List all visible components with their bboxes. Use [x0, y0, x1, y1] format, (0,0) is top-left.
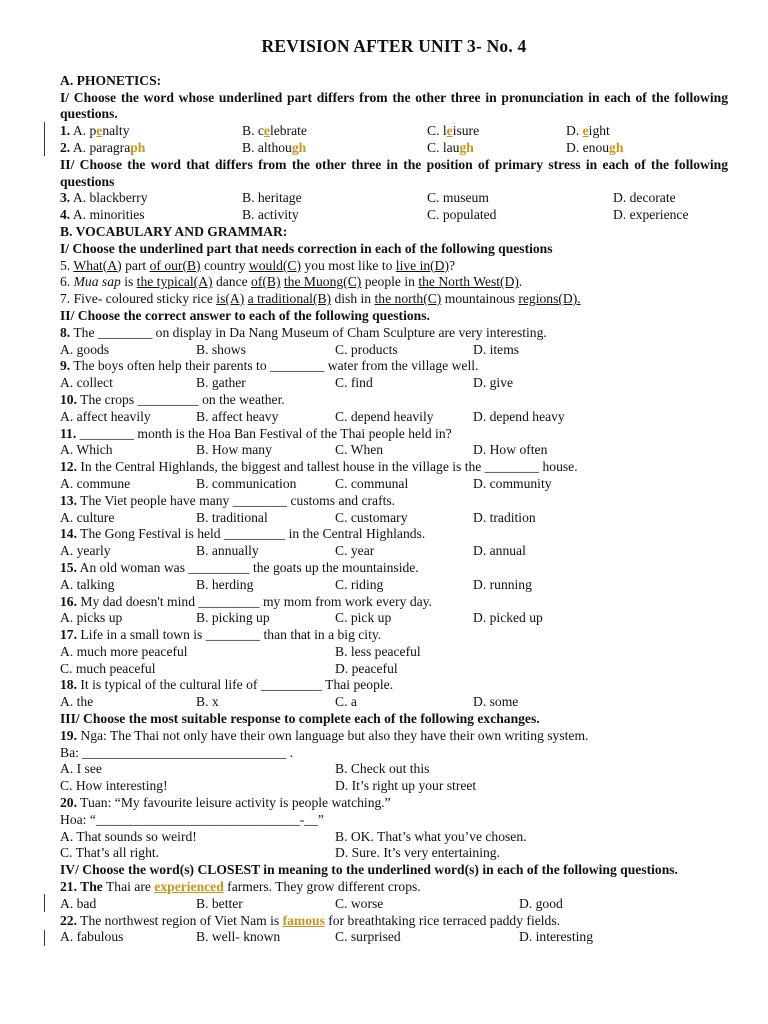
instruction: II/ Choose the correct answer to each of the following questions. [60, 307, 430, 323]
option-c: C. pick up [335, 610, 392, 626]
question-5: 5. What(A) part of our(B) country would(C) you most like to live in(D)? [60, 257, 456, 273]
mc-options [60, 442, 728, 459]
question-row: 3. A. blackberry B. heritage C. museum D. decorate [60, 190, 676, 206]
mc-question: 13. The Viet people have many ________ customs and crafts. [60, 492, 396, 508]
section-heading: A. PHONETICS: [60, 72, 162, 88]
instruction: II/ Choose the word that differs from the other three in the position of primary stress in each of the following questions [60, 156, 728, 189]
mc-question: 12. In the Central Highlands, the biggest and tallest house in the village is the ________ house. [60, 459, 578, 475]
section-heading: B. VOCABULARY AND GRAMMAR: [60, 223, 288, 239]
question-22: 22. The northwest region of Viet Nam is famous for breathtaking rice terraced paddy fields. [60, 912, 561, 928]
option-c: C. When [335, 442, 384, 458]
option-c: C. depend heavily [335, 408, 434, 424]
option-d: D. running [473, 576, 532, 592]
option-d: D. picked up [473, 610, 543, 626]
mc-question: 8. The ________ on display in Da Nang Museum of Cham Sculpture are very interesting. [60, 324, 547, 340]
instruction: III/ Choose the most suitable response to complete each of the following exchanges. [60, 711, 540, 727]
option-d: D. tradition [473, 509, 536, 525]
option-d: D. community [473, 475, 552, 491]
mc-options [60, 577, 728, 594]
instruction: I/ Choose the underlined part that needs correction in each of the following questions [60, 240, 553, 256]
option-c: C. products [335, 341, 398, 357]
option-b: B. How many [196, 442, 272, 458]
question-18: 18. It is typical of the cultural life of _________ Thai people. [60, 677, 394, 693]
option-a: A. yearly [60, 543, 111, 559]
option-b: B. picking up [196, 610, 270, 626]
option-b: B. shows [196, 341, 246, 357]
option-b: B. affect heavy [196, 408, 279, 424]
margin-mark [44, 122, 45, 156]
question-row: 1. A. penalty B. celebrate C. leisure D. eight [60, 123, 610, 139]
mc-question: 11. ________ month is the Hoa Ban Festival of the Thai people held in? [60, 425, 452, 441]
margin-mark [44, 930, 45, 946]
mc-options [60, 610, 728, 627]
mc-options [60, 543, 728, 560]
mc-question: 9. The boys often help their parents to ________ water from the village well. [60, 358, 479, 374]
question-6: 6. Mua sap is the typical(A) dance of(B) the Muong(C) people in the North West(D). [60, 274, 523, 290]
option-b: B. gather [196, 375, 246, 391]
option-b: B. herding [196, 576, 254, 592]
option-a: A. affect heavily [60, 408, 151, 424]
option-d: D. depend heavy [473, 408, 565, 424]
option-b: B. traditional [196, 509, 268, 525]
mc-question: 15. An old woman was _________ the goats up the mountainside. [60, 559, 419, 575]
option-c: C. find [335, 375, 373, 391]
option-c: C. communal [335, 475, 409, 491]
worksheet: REVISION AFTER UNIT 3- No. 4 A. PHONETICS: I/ Choose the word whose underlined part differs from the other three in pronunciation in each of the following questions. 1. A. penalty B. celebrate C. leisure D. eight 2. A. paragraph B. although C. laugh D. enough II/ Choose the word that differs from the other three in the position of primary stress in each of the following questions 3. A. blackberry B. heritage C. museum D. decorate 4. A. minorities B. activity C. populated D. experience B. VOCABULARY AND GRAMMAR: I/ Choose the underlined part that needs correction in each of the following questions 5. What(A) part of our(B) country would(C) you most like to live in(D)? 6. Mua sap is the typical(A) dance of(B) the Muong(C) people in the North West(D). 7. Five- coloured sticky rice is(A) a traditional(B) dish in the north(C) mountainous regions(D). II/ Choose the correct answer to each of the following questions. 8. The ________ on display in Da Nang Museum of Cham Sculpture are very interesting. A. goods B. shows C. products D. items 9. The boys often help their parents to ________ water from the village well. A. collect B. gather C. find D. give 10. The crops _________ on the weather. A. affect heavily B. affect heavy C. depend heavily D. depend heavy 11. ________ month is the Hoa Ban Festival of the Thai people held in? A. Which B. How many C. When D. How often 12. In the Central Highlands, the biggest and tallest house in the village is the ________ house. A. commune B. communication C. communal D. community 13. The Viet people have many ________ customs and crafts. A. culture B. traditional C. customary D. tradition 14. The Gong Festival is held _________ in the Central Highlands. A. yearly B. annually C. year D. annual 15. An old woman was _________ the goats up the mountainside. A. talking B. herding C. riding D. running 16. My dad doesn't mind _________ my mom from work every day. A. picks up B. picking up C. pick up D. picked up 17. Life in a small town is ________ than that in a big city. A. much more peaceful B. less peaceful C. much peaceful D. peaceful 18. It is typical of the cultural life of _________ Thai people. A. the B. x C. a D. some III/ Choose the most suitable response to complete each of the following exchanges. 19. Nga: The Thai not only have their own language but also they have their own writing system. Ba: ______________________________ . A. I see B. Check out this C. How interesting! D. It’s right up your street 20. Tuan: “My favourite leisure activity is people watching.” Hoa: “______________________________-__” A. That sounds so weird! B. OK. That’s what you’ve chosen. C. That’s all right. D. Sure. It’s very entertaining. IV/ Choose the word(s) CLOSEST in meaning to the underlined word(s) in each of the following questions. 21. The Thai are experienced farmers. They grow different crops. A. bad B. better C. worse D. good 22. The northwest region of Viet Nam is famous for breathtaking rice terraced paddy fields. A. fabulous B. well- known C. surprised D. interesting [60, 36, 728, 945]
option-c: C. year [335, 543, 375, 559]
mc-options [60, 342, 728, 359]
mc-question: 16. My dad doesn't mind _________ my mom from work every day. [60, 593, 432, 609]
option-b: B. communication [196, 475, 297, 491]
question-7: 7. Five- coloured sticky rice is(A) a traditional(B) dish in the north(C) mountainous regions(D). [60, 291, 581, 307]
mc-options [60, 476, 728, 493]
question-number: 1. [60, 123, 71, 139]
option-d: D. items [473, 341, 520, 357]
option-a: A. commune [60, 475, 131, 491]
margin-mark [44, 894, 45, 912]
option-d: D. annual [473, 543, 526, 559]
mc-options [60, 510, 728, 527]
mc-options [60, 375, 728, 392]
question-17: 17. Life in a small town is ________ than that in a big city. [60, 627, 382, 643]
question-row: 2. A. paragraph B. although C. laugh D. enough [60, 139, 624, 155]
option-a: A. Which [60, 442, 113, 458]
mc-questions [60, 325, 728, 627]
option-a: A. collect [60, 375, 113, 391]
option-d: D. give [473, 375, 514, 391]
option-a: A. goods [60, 341, 110, 357]
option-b: B. annually [196, 543, 259, 559]
mc-question: 14. The Gong Festival is held _________ in the Central Highlands. [60, 526, 426, 542]
option-a: A. culture [60, 509, 115, 525]
option-a: A. talking [60, 576, 115, 592]
mc-options [60, 409, 728, 426]
option-a: A. picks up [60, 610, 123, 626]
option-d: D. How often [473, 442, 548, 458]
option-c: C. riding [335, 576, 384, 592]
question-21: 21. The Thai are experienced farmers. They grow different crops. [60, 879, 421, 895]
option-c: C. customary [335, 509, 408, 525]
question-row: 4. A. minorities B. activity C. populated D. experience [60, 207, 689, 223]
instruction: IV/ Choose the word(s) CLOSEST in meaning to the underlined word(s) in each of the following questions. [60, 862, 678, 878]
instruction: I/ Choose the word whose underlined part differs from the other three in pronunciation in each of the following questions. [60, 89, 728, 122]
question-19: 19. Nga: The Thai not only have their own language but also they have their own writing system. [60, 727, 589, 743]
page-title: REVISION AFTER UNIT 3- No. 4 [261, 36, 527, 56]
question-20: 20. Tuan: “My favourite leisure activity is people watching.” [60, 795, 391, 811]
mc-question: 10. The crops _________ on the weather. [60, 391, 285, 407]
